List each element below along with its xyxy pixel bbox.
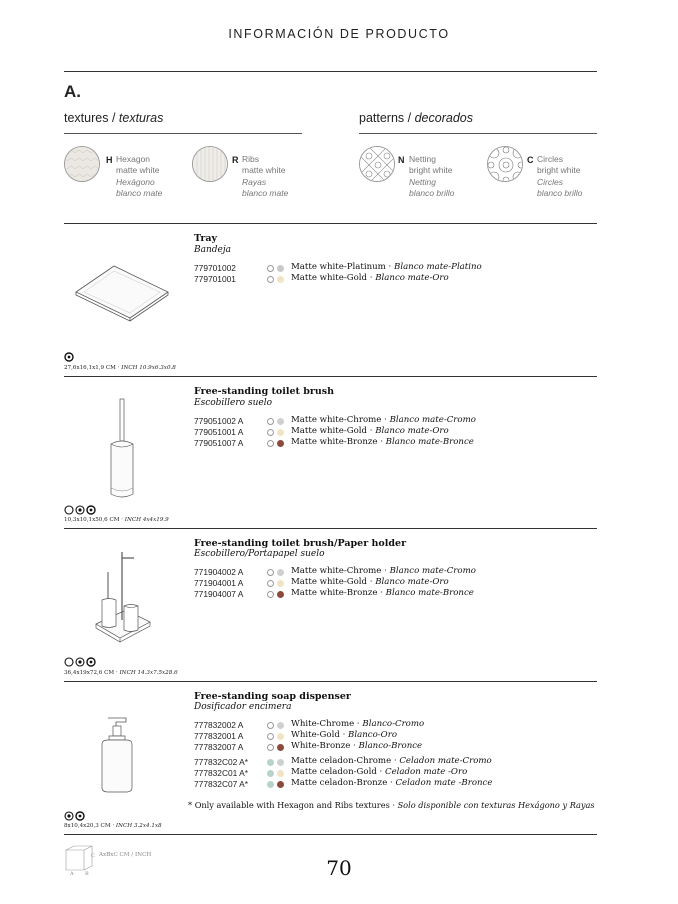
variant-name: [291, 415, 476, 425]
patterns-title-en: patterns: [359, 111, 405, 125]
variant-code: 779701002: [194, 263, 236, 273]
textures-heading: textures / texturas: [64, 111, 164, 125]
product-title: Free-standing soap dispenser: [194, 691, 351, 702]
variant-name-es: Blanco mate-Oro: [375, 273, 449, 283]
variant-name: [291, 778, 492, 788]
toilet-brush-illustration: [100, 396, 148, 502]
variant-name: [291, 588, 474, 598]
product-title: Free-standing toilet brush: [194, 386, 335, 397]
finish-color-dot: [277, 580, 284, 587]
variant-name-en: White-Chrome ·: [291, 719, 363, 729]
patterns-heading: patterns / decorados: [359, 111, 473, 125]
dimensions-cm: 10,3x10,1x50,6 CM ·: [64, 517, 125, 523]
brush-paper-holder-illustration: [92, 548, 154, 652]
variant-code: 777832002 A: [194, 720, 244, 730]
variant-name: [291, 767, 467, 777]
variant-name-es: Blanco mate-Cromo: [389, 566, 476, 576]
variant-name: [291, 577, 449, 587]
finish-dots: [267, 276, 287, 284]
variant-name: [291, 756, 492, 766]
body-color-dot: [267, 569, 274, 576]
variant-name-en: Matte white-Chrome ·: [291, 566, 390, 576]
hex-ribs-compat-icon: [64, 352, 76, 362]
swatches-divider: [64, 223, 597, 224]
product-subtitle: Dosificador encimera: [194, 702, 292, 712]
finish-dots: [267, 429, 287, 437]
variant-name-es: Blanco mate-Oro: [375, 426, 449, 436]
finish-dots: [267, 744, 287, 752]
finish-dots: [267, 569, 287, 577]
variant-name-en: Matte white-Chrome ·: [291, 415, 390, 425]
product-dimensions: [64, 517, 169, 523]
finish-dots: [267, 733, 287, 741]
circles-label: [537, 154, 582, 199]
product-dimensions: [64, 823, 162, 829]
body-color-dot: [267, 429, 274, 436]
patterns-title-es: decorados: [414, 111, 473, 125]
variant-name-es: Blanco mate-Bronce: [385, 588, 474, 598]
finish-color-dot: [277, 569, 284, 576]
hexagon-name-en: Hexagon: [116, 154, 151, 164]
netting-finish-es: blanco brillo: [409, 188, 455, 198]
finish-color-dot: [277, 276, 284, 283]
variant-name-es: Blanco mate-Platino: [394, 262, 482, 272]
product-divider: [64, 376, 597, 377]
dimensions-inch: INCH 14.3x7.5x28.6: [119, 670, 178, 676]
textures-title-es: texturas: [118, 111, 164, 125]
variant-name: [291, 426, 449, 436]
ribs-label: [242, 154, 288, 199]
page-header-title: INFORMACIÓN DE PRODUCTO: [228, 27, 450, 41]
variant-name-en: Matte white-Gold ·: [291, 273, 376, 283]
variant-name-en: White-Gold ·: [291, 730, 349, 740]
variant-name: [291, 273, 449, 283]
patterns-divider: [359, 133, 597, 134]
finish-color-dot: [277, 440, 284, 447]
body-color-dot: [267, 265, 274, 272]
product-subtitle: Escobillero suelo: [194, 398, 272, 408]
dimensions-cm: 27,6x16,1x1,9 CM ·: [64, 365, 122, 371]
variant-name-es: Celadon mate-Cromo: [399, 756, 492, 766]
hexagon-name-es: Hexágono: [116, 177, 155, 187]
textures-title-en: textures: [64, 111, 109, 125]
page-number: 70: [326, 856, 352, 880]
circles-name-en: Circles: [537, 154, 563, 164]
variant-name: [291, 741, 422, 751]
circles-pattern-swatch: [487, 146, 523, 182]
hexagon-finish-es: blanco mate: [116, 188, 163, 198]
finish-color-dot: [277, 733, 284, 740]
hexagon-code: H: [106, 155, 113, 165]
hex-ribs-netting-compat-icons: [64, 505, 98, 515]
product-divider: [64, 681, 597, 682]
circles-finish-en: bright white: [537, 165, 581, 175]
body-color-dot: [267, 722, 274, 729]
finish-color-dot: [277, 418, 284, 425]
ribs-finish-en: matte white: [242, 165, 286, 175]
footnote-es: Solo disponible con texturas Hexágono y Rayas: [397, 800, 595, 810]
variant-code: 777832C02 A*: [194, 757, 249, 767]
header-divider: [64, 71, 597, 72]
finish-dots: [267, 722, 287, 730]
hexagon-label: [116, 154, 162, 199]
body-color-dot: [267, 733, 274, 740]
soap-dispenser-illustration: [96, 714, 142, 794]
finish-dots: [267, 440, 287, 448]
ribs-name-en: Ribs: [242, 154, 260, 164]
body-color-dot: [267, 744, 274, 751]
finish-dots: [267, 265, 287, 273]
product-divider: [64, 834, 597, 835]
finish-color-dot: [277, 759, 284, 766]
variant-code: 771904002 A: [194, 567, 244, 577]
variant-name-en: Matte white-Platinum ·: [291, 262, 394, 272]
product-divider: [64, 528, 597, 529]
variant-code: 779701001: [194, 274, 236, 284]
circles-finish-es: blanco brillo: [537, 188, 583, 198]
finish-color-dot: [277, 265, 284, 272]
variant-name-es: Blanco-Bronce: [358, 741, 423, 751]
dimensions-inch: INCH 3.2x4.1x8: [115, 823, 162, 829]
variant-code: 777832C01 A*: [194, 768, 249, 778]
finish-color-dot: [277, 781, 284, 788]
netting-name-es: Netting: [409, 177, 436, 187]
variant-code: 777832C07 A*: [194, 779, 249, 789]
variant-name-es: Blanco mate-Cromo: [389, 415, 476, 425]
variant-code: 771904001 A: [194, 578, 244, 588]
finish-color-dot: [277, 591, 284, 598]
hex-ribs-netting-compat-icons: [64, 657, 98, 667]
finish-dots: [267, 580, 287, 588]
variant-code: 777832001 A: [194, 731, 244, 741]
body-color-dot: [267, 440, 274, 447]
circles-code: C: [527, 155, 534, 165]
ribs-name-es: Rayas: [242, 177, 267, 187]
textures-divider: [64, 133, 302, 134]
product-dimensions: [64, 670, 178, 676]
finish-dots: [267, 591, 287, 599]
variant-code: 777832007 A: [194, 742, 244, 752]
dimensions-inch: INCH 10.9x6.3x0.8: [121, 365, 176, 371]
netting-pattern-swatch: [359, 146, 395, 182]
body-color-dot: [267, 580, 274, 587]
netting-finish-en: bright white: [409, 165, 453, 175]
dimensions-inch: INCH 4x4x19.9: [124, 517, 169, 523]
variant-name-en: Matte celadon-Chrome ·: [291, 756, 400, 766]
variant-name: [291, 566, 476, 576]
finish-color-dot: [277, 770, 284, 777]
variant-name: [291, 730, 397, 740]
variant-code: 779051002 A: [194, 416, 244, 426]
ribs-texture-swatch: [192, 146, 228, 182]
footnote-en: * Only available with Hexagon and Ribs textures ·: [188, 800, 398, 810]
finish-dots: [267, 759, 287, 767]
body-color-dot: [267, 759, 274, 766]
variant-name: [291, 437, 474, 447]
body-color-dot: [267, 591, 274, 598]
ribs-finish-es: blanco mate: [242, 188, 289, 198]
circles-name-es: Circles: [537, 177, 563, 187]
finish-color-dot: [277, 429, 284, 436]
variant-name-es: Blanco-Oro: [348, 730, 397, 740]
dimensions-cm: 36,4x19x72,6 CM ·: [64, 670, 120, 676]
netting-label: [409, 154, 454, 199]
variant-name-en: Matte white-Gold ·: [291, 426, 376, 436]
variant-name-en: White-Bronze ·: [291, 741, 359, 751]
hexagon-texture-swatch: [64, 146, 100, 182]
variant-name: [291, 719, 424, 729]
variant-name-es: Blanco mate-Oro: [375, 577, 449, 587]
dimension-legend: AxBxC CM / INCH: [99, 852, 152, 858]
body-color-dot: [267, 770, 274, 777]
hexagon-finish-en: matte white: [116, 165, 160, 175]
netting-name-en: Netting: [409, 154, 436, 164]
product-title: Free-standing toilet brush/Paper holder: [194, 538, 407, 549]
finish-color-dot: [277, 744, 284, 751]
product-subtitle: Escobillero/Portapapel suelo: [194, 549, 325, 559]
tray-illustration: [72, 262, 172, 324]
variant-name-en: Matte white-Bronze ·: [291, 588, 386, 598]
finish-dots: [267, 418, 287, 426]
product-dimensions: [64, 365, 176, 371]
finish-color-dot: [277, 722, 284, 729]
body-color-dot: [267, 418, 274, 425]
variant-code: 771904007 A: [194, 589, 244, 599]
section-label: A.: [64, 82, 81, 101]
legend-a: A: [70, 871, 74, 877]
variant-name: [291, 262, 482, 272]
variant-name-es: Celadon mate -Oro: [385, 767, 468, 777]
body-color-dot: [267, 276, 274, 283]
variant-name-en: Matte white-Bronze ·: [291, 437, 386, 447]
variant-name-en: Matte white-Gold ·: [291, 577, 376, 587]
netting-code: N: [398, 155, 405, 165]
variant-name-es: Blanco-Cromo: [362, 719, 425, 729]
variant-name-es: Celadon mate -Bronce: [395, 778, 493, 788]
ribs-code: R: [232, 155, 239, 165]
dimensions-cm: 8x10,4x20,3 CM ·: [64, 823, 116, 829]
variant-name-en: Matte celadon-Gold ·: [291, 767, 386, 777]
finish-dots: [267, 770, 287, 778]
legend-c: C: [91, 853, 95, 859]
finish-dots: [267, 781, 287, 789]
legend-b: B: [85, 871, 89, 877]
footnote: [188, 800, 595, 810]
product-title: Tray: [194, 233, 218, 244]
ribs-netting-compat-icons: [64, 811, 88, 821]
variant-name-en: Matte celadon-Bronze ·: [291, 778, 396, 788]
product-subtitle: Bandeja: [194, 245, 232, 255]
body-color-dot: [267, 781, 274, 788]
variant-name-es: Blanco mate-Bronce: [385, 437, 474, 447]
variant-code: 779051001 A: [194, 427, 244, 437]
variant-code: 779051007 A: [194, 438, 244, 448]
